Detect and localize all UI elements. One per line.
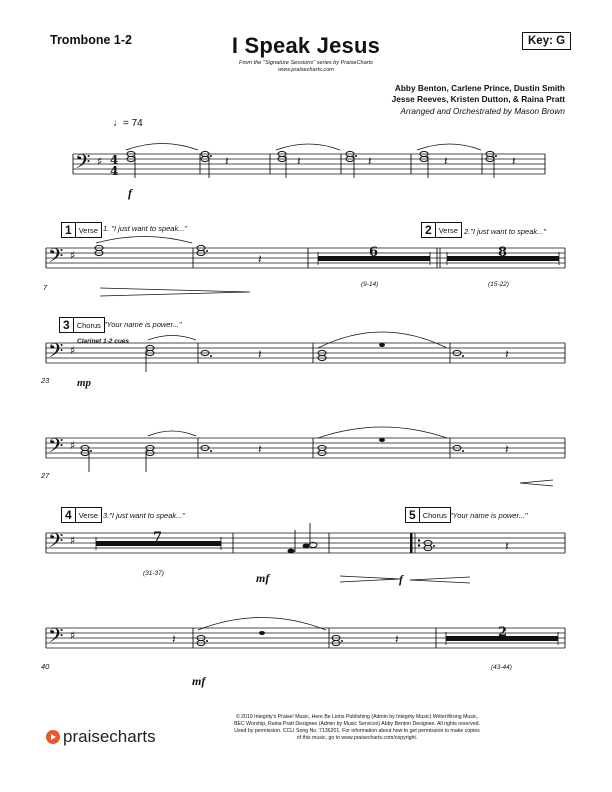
svg-text:𝄽: 𝄽 xyxy=(505,442,509,456)
rehearsal-label: Verse xyxy=(76,507,102,523)
subtitle-series: From the "Signature Sessions" series by PraiseCharts xyxy=(239,60,373,66)
svg-text:𝄢: 𝄢 xyxy=(48,244,64,272)
staff-system-4 xyxy=(46,438,565,458)
dynamic-mezzo-piano: mp xyxy=(77,377,92,389)
copyright-notice xyxy=(118,714,596,742)
multirest-count: 6 xyxy=(369,245,379,260)
staff-system-3 xyxy=(46,343,565,363)
lyric-cue: 3."I just want to speak..." xyxy=(103,511,186,520)
svg-text:𝄽: 𝄽 xyxy=(258,252,262,266)
dynamic-mezzo-forte: mf xyxy=(256,571,270,585)
play-icon xyxy=(46,730,60,744)
staff-system-1 xyxy=(73,154,545,174)
copyright-line: © 2019 Integrity's Praise! Music, Here Be Lions Publishing (Admin by Integrity Music) WriterWrong Music, xyxy=(235,714,479,720)
copyright-line: BEC Worship, Raina Pratt Designee (Admin by Music Services) Abby Benton Designee. All rights reserved. xyxy=(234,721,480,727)
svg-text:𝄽: 𝄽 xyxy=(258,442,262,456)
composers-line2: Jesse Reeves, Kristen Dutton, & Raina Pratt xyxy=(391,94,565,105)
dynamic-mezzo-forte: mf xyxy=(192,674,206,688)
rehearsal-number: 5 xyxy=(405,507,420,523)
dynamic-forte: f xyxy=(399,572,403,586)
subtitle-url: www.praisecharts.com xyxy=(278,67,334,73)
instrument-cue: Clarinet 1-2 cues xyxy=(77,338,130,345)
multirest-count: 8 xyxy=(498,245,508,260)
rehearsal-number: 2 xyxy=(421,222,436,238)
svg-text:𝄽: 𝄽 xyxy=(505,539,509,553)
multirest-range: (9-14) xyxy=(361,281,379,288)
logo-text: praisecharts xyxy=(63,727,156,746)
svg-text:𝄢: 𝄢 xyxy=(48,434,64,462)
svg-text:𝄽: 𝄽 xyxy=(505,347,509,361)
time-sig-bottom: 4 xyxy=(110,164,119,178)
measure-number: 7 xyxy=(43,283,48,292)
svg-text:𝄽: 𝄽 xyxy=(297,154,301,168)
copyright-line: of this music, go to www.praisecharts.com/copyright. xyxy=(296,735,418,741)
svg-text:𝄢: 𝄢 xyxy=(48,529,64,557)
multirest-count: 7 xyxy=(153,530,163,545)
rehearsal-label: Chorus xyxy=(420,507,451,523)
copyright-line: Used by permission. CCLI Song No. 7136201. For information about how to get permission to make copies xyxy=(234,728,480,734)
svg-text:♯: ♯ xyxy=(70,249,76,262)
measure-number: 27 xyxy=(41,471,50,480)
svg-text:♯: ♯ xyxy=(70,534,76,547)
measure-number: 40 xyxy=(41,662,50,671)
svg-text:♯: ♯ xyxy=(70,629,76,642)
measure-number: 23 xyxy=(41,376,50,385)
svg-text:𝄢: 𝄢 xyxy=(48,624,64,652)
lyric-cue: 2."I just want to speak..." xyxy=(464,227,547,236)
clefs xyxy=(48,150,102,652)
multirest-count: 2 xyxy=(498,625,508,640)
time-sig-top: 4 xyxy=(110,153,119,167)
quarter-note-icon: ♩ xyxy=(113,118,123,129)
rehearsal-number: 1 xyxy=(61,222,76,238)
key-box: Key: G xyxy=(522,32,571,50)
arranger: Arranged and Orchestrated by Mason Brown xyxy=(400,105,565,116)
lyric-cue: 1. "I just want to speak..." xyxy=(103,224,188,233)
multirest-range: (15-22) xyxy=(488,281,509,288)
svg-text:𝄢: 𝄢 xyxy=(75,150,91,178)
rehearsal-number: 4 xyxy=(61,507,76,523)
svg-text:𝄽: 𝄽 xyxy=(395,632,399,646)
stems xyxy=(89,156,494,552)
lyric-cue: "Your name is power..." xyxy=(104,320,182,329)
dynamic-forte: f xyxy=(128,186,132,200)
svg-text:♯: ♯ xyxy=(70,439,76,452)
svg-text:♯: ♯ xyxy=(70,344,76,357)
lyric-cue: "Your name is power..." xyxy=(450,511,528,520)
rehearsal-label: Verse xyxy=(436,222,462,238)
multirest-range: (43-44) xyxy=(491,664,512,671)
svg-text:𝄽: 𝄽 xyxy=(172,632,176,646)
composers-line1: Abby Benton, Carlene Prince, Dustin Smith xyxy=(394,83,565,93)
svg-text:𝄽: 𝄽 xyxy=(258,347,262,361)
svg-text:♯: ♯ xyxy=(97,155,103,168)
svg-text:𝄽: 𝄽 xyxy=(444,154,448,168)
noteheads xyxy=(81,151,494,645)
praisecharts-logo[interactable] xyxy=(46,727,156,747)
svg-text:𝄢: 𝄢 xyxy=(48,339,64,367)
rehearsal-label: Verse xyxy=(76,222,102,238)
multirest-range: (31-37) xyxy=(143,570,164,577)
part-name: Trombone 1-2 xyxy=(50,33,132,47)
svg-text:𝄽: 𝄽 xyxy=(368,154,372,168)
rehearsal-label: Chorus xyxy=(74,317,105,333)
svg-text:𝄽: 𝄽 xyxy=(512,154,516,168)
tempo-value: = 74 xyxy=(123,118,143,129)
song-title: I Speak Jesus xyxy=(231,33,381,58)
svg-text:𝄽: 𝄽 xyxy=(225,154,229,168)
rehearsal-number: 3 xyxy=(59,317,74,333)
